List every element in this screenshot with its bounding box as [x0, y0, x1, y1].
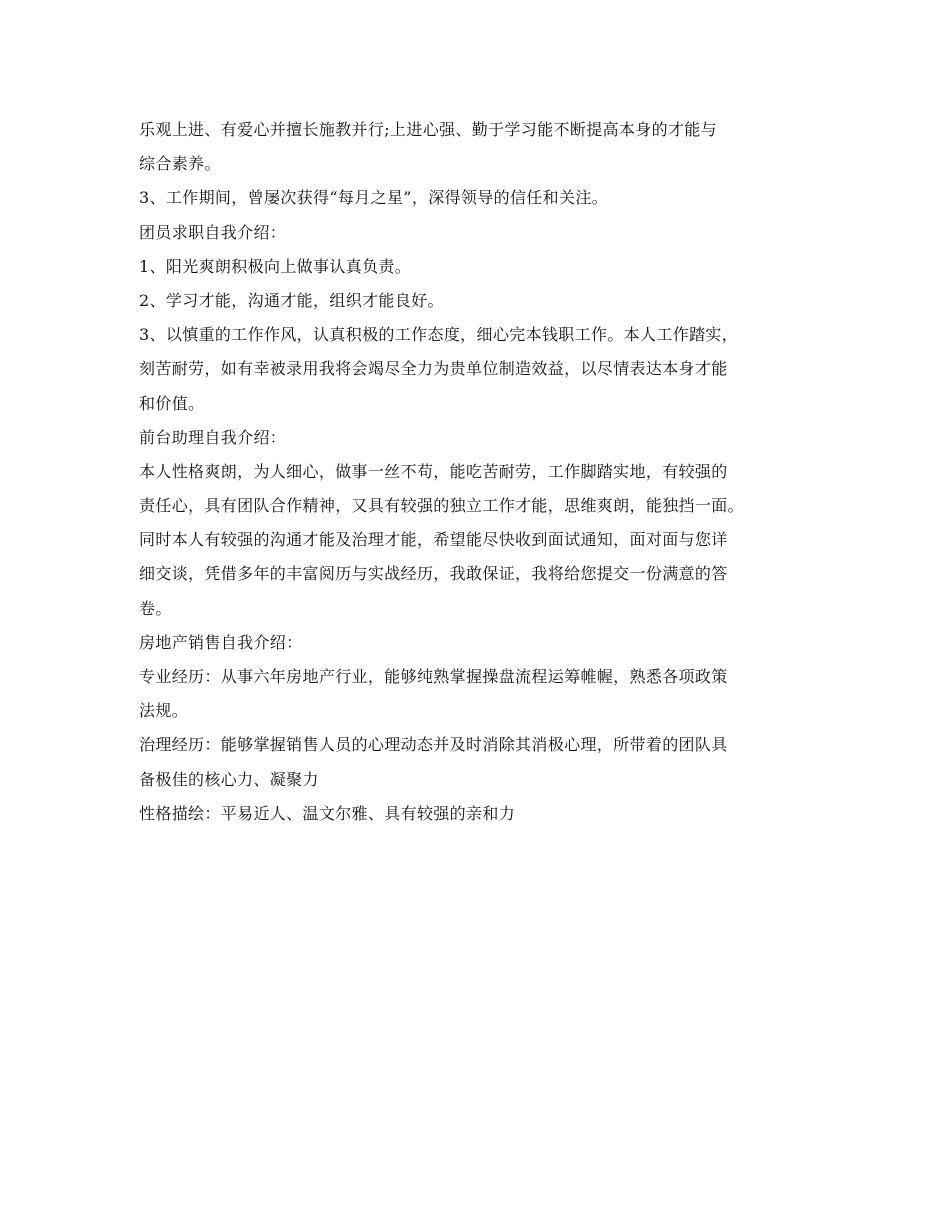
text-line: 和价值。 — [139, 393, 205, 413]
text-line: 专业经历：从事六年房地产行业，能够纯熟掌握操盘流程运筹帷幄，熟悉各项政策 — [139, 667, 728, 686]
text-line: 本人性格爽朗，为人细心，做事一丝不苟，能吃苦耐劳，工作脚踏实地，有较强的 — [139, 461, 728, 481]
text-line: 治理经历：能够掌握销售人员的心理动态并及时消除其消极心理，所带着的团队具 — [139, 735, 728, 755]
section-heading: 前台助理自我介绍： — [139, 427, 287, 447]
text-line: 1、阳光爽朗积极向上做事认真负责。 — [139, 256, 412, 276]
text-line: 2、学习才能，沟通才能，组织才能良好。 — [139, 290, 444, 310]
text-line: 3、工作期间，曾屡次获得“每月之星”，深得领导的信任和关注。 — [139, 188, 609, 208]
text-line: 备极佳的核心力、凝聚力 — [139, 769, 319, 789]
text-line: 综合素养。 — [139, 154, 221, 174]
text-line: 法规。 — [139, 701, 189, 721]
text-line: 责任心，具有团队合作精神，又具有较强的独立工作才能，思维爽朗，能独挡一面。 — [139, 496, 744, 516]
document-body — [139, 113, 829, 831]
text-line: 性格描绘：平易近人、温文尔雅、具有较强的亲和力 — [139, 803, 516, 823]
section-heading: 房地产销售自我介绍： — [139, 632, 303, 652]
text-line: 乐观上进、有爱心并擅长施教并行;上进心强、勤于学习能不断提高本身的才能与 — [139, 120, 717, 139]
text-line: 刻苦耐劳，如有幸被录用我将会竭尽全力为贵单位制造效益，以尽情表达本身才能 — [139, 359, 728, 379]
text-line: 3、以慎重的工作作风，认真积极的工作态度，细心完本钱职工作。本人工作踏实， — [139, 325, 739, 345]
text-line: 细交谈，凭借多年的丰富阅历与实战经历，我敢保证，我将给您提交一份满意的答 — [139, 564, 728, 584]
text-line: 同时本人有较强的沟通才能及治理才能，希望能尽快收到面试通知，面对面与您详 — [139, 530, 728, 550]
text-line: 卷。 — [139, 598, 172, 618]
section-heading: 团员求职自我介绍： — [139, 222, 287, 242]
